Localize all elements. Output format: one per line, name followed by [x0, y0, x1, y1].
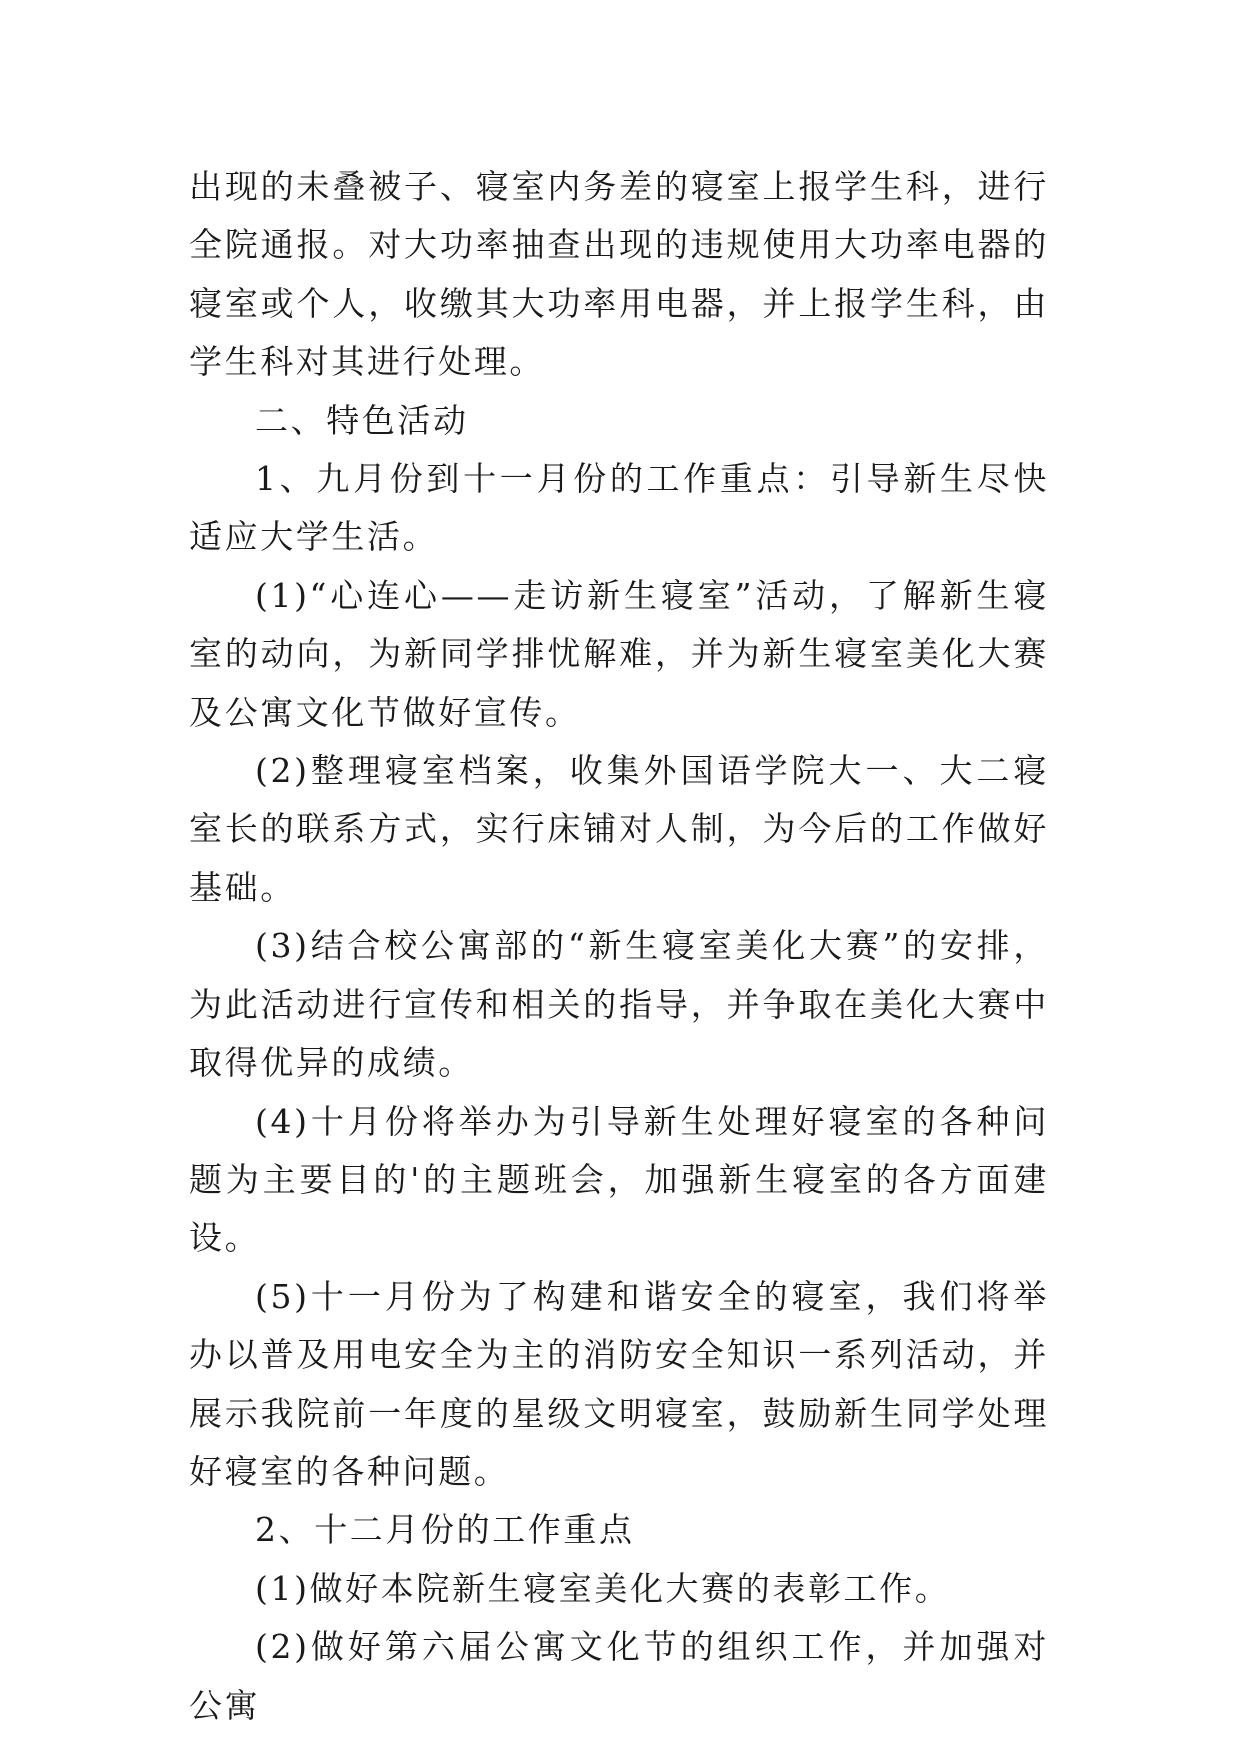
- list-item-5: (5)十一月份为了构建和谐安全的寝室，我们将举办以普及用电安全为主的消防安全知识一系列活动，并展示我院前一年度的星级文明寝室，鼓励新生同学处理好寝室的各种问题。: [189, 1276, 1049, 1491]
- dec-list-item-1: (1)做好本院新生寝室美化大赛的表彰工作。: [255, 1568, 951, 1608]
- paragraph-continued-report: 出现的未叠被子、寝室内务差的寝室上报学生科，进行全院通报。对大功率抽查出现的违规使用大功率电器的寝室或个人，收缴其大功率用电器，并上报学生科，由学生科对其进行处理。: [189, 167, 1049, 382]
- dec-list-item-2: (2)做好第六届公寓文化节的组织工作，并加强对公寓: [189, 1627, 1049, 1725]
- section-heading-special-activities: 二、特色活动: [255, 400, 469, 440]
- paragraph-sep-nov-focus: 1、九月份到十一月份的工作重点：引导新生尽快适应大学生活。: [189, 459, 1049, 557]
- paragraph-dec-focus: 2、十二月份的工作重点: [255, 1510, 635, 1550]
- list-item-3: (3)结合校公寓部的“新生寝室美化大赛”的安排，为此活动进行宣传和相关的指导，并争取在美化大赛中取得优异的成绩。: [189, 926, 1049, 1083]
- list-item-1: (1)“心连心——走访新生寝室”活动，了解新生寝室的动向，为新同学排忧解难，并为新生寝室美化大赛及公寓文化节做好宣传。: [189, 575, 1049, 732]
- document-body: [189, 158, 1049, 1735]
- list-item-4: (4)十月份将举办为引导新生处理好寝室的各种问题为主要目的'的主题班会，加强新生寝室的各方面建设。: [189, 1101, 1049, 1258]
- list-item-2: (2)整理寝室档案，收集外国语学院大一、大二寝室长的联系方式，实行床铺对人制，为今后的工作做好基础。: [189, 751, 1049, 907]
